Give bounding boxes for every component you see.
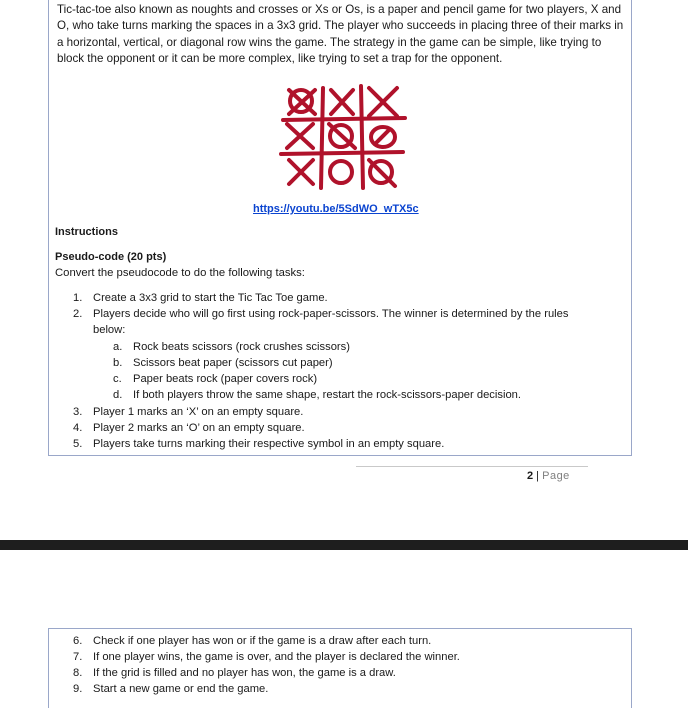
grid-line-horizontal-1 bbox=[283, 118, 405, 120]
content-border-box: 6. Check if one player has won or if the game is a draw after each turn. 7. If one player wins, the game is over, and the player is declared the winner. 8. If the grid is filled and no player has won, the game is a draw. 9. Start a new game or end the game. bbox=[48, 628, 632, 708]
content-border-box: Tic-tac-toe also known as noughts and crosses or Xs or Os, is a paper and pencil game for two players, X and O, who take turns marking the spaces in a 3x3 grid. The player who succeeds in placing three of their marks in a horizontal, vertical, or diagonal row wins the game. The strategy in the game can be simple, like trying to block the opponent or it can be more complex, like trying to set a trap for the opponent. https://youtu.be/5SdWO_wTX5c Instructions Pseudo-code (20 pts) Convert the pseudocode to do the following tasks: 1. Create a 3x3 grid to start the Tic Tac Toe game. 2. Players decide who will go first using rock-paper-scissors. The winner is determined by the rules below: a. Rock beats scissors (rock crushes scissors) b. Scissors beat paper (scissors cut paper) c. Paper beats rock (paper covers rock) d. If both players throw the same shape, restart the rock-scissors-paper decision. 3. Player 1 marks an ‘X’ on an empty square. 4. Player 2 marks an ‘O’ on an empty square. 5. Players take turns marking their respective symbol in an empty square. bbox=[48, 0, 632, 456]
footer-divider bbox=[356, 466, 588, 467]
cell-mark-o-x bbox=[369, 160, 395, 186]
grid-line-vertical-2 bbox=[361, 86, 363, 188]
cell-mark-o-x bbox=[289, 90, 315, 114]
cell-mark-x bbox=[369, 88, 397, 116]
instructions-heading: Instructions bbox=[55, 226, 118, 238]
cell-mark-o bbox=[330, 161, 352, 183]
intro-paragraph: Tic-tac-toe also known as noughts and crosses or Xs or Os, is a paper and pencil game for two players, X and O, who take turns marking the spaces in a 3x3 grid. The player who succeeds in placing three of their marks in a horizontal, vertical, or diagonal row wins the game. The strategy in the game can be simple, like trying to block the opponent or it can be more complex, like trying to set a trap for the opponent. bbox=[57, 3, 624, 66]
cell-mark-x bbox=[331, 90, 353, 114]
grid-line-horizontal-2 bbox=[281, 152, 403, 154]
cell-mark-o bbox=[371, 127, 395, 147]
document-page-2 bbox=[0, 550, 688, 700]
page-separator bbox=[0, 540, 688, 550]
youtube-link[interactable]: https://youtu.be/5SdWO_wTX5c bbox=[253, 203, 419, 215]
page-number: 2 | Page bbox=[527, 470, 570, 482]
convert-instruction: Convert the pseudocode to do the following tasks: bbox=[55, 267, 305, 279]
cell-mark-x bbox=[287, 124, 313, 148]
cell-mark-x bbox=[289, 160, 313, 184]
pseudo-code-heading: Pseudo-code (20 pts) bbox=[55, 251, 167, 263]
grid-line-vertical-1 bbox=[321, 88, 323, 188]
tic-tac-toe-image bbox=[277, 84, 409, 190]
cell-mark-o-x bbox=[329, 124, 355, 148]
